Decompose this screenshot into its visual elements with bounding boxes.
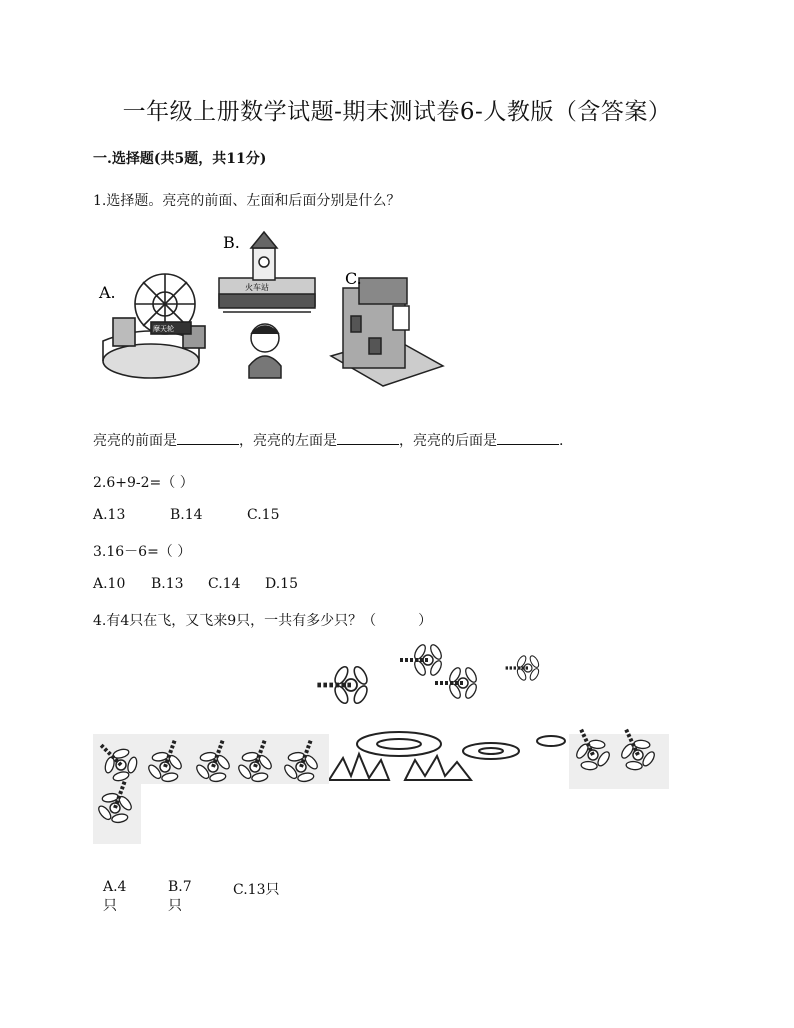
fill-part-front: 亮亮的前面是 [93,433,177,449]
option-c-label: C. [345,269,362,288]
water-ripples-icon [357,732,565,759]
answer-blank-back[interactable] [497,432,559,445]
q3-option-c[interactable]: C.14 [208,576,241,592]
station-sign-text: 火车站 [245,283,269,292]
question-4-illustration [93,640,669,845]
section-heading: 一.选择题(共5题，共11分) [93,151,267,167]
answer-blank-front[interactable] [177,432,239,445]
grass-icon [329,754,471,780]
q3-option-d[interactable]: D.15 [265,576,298,592]
q3-option-b[interactable]: B.13 [151,576,184,592]
question-2-text: 2.6+9-2=（ ） [93,475,194,491]
scene-illustration [93,226,447,398]
page-title: 一年级上册数学试题-期末测试卷6-人教版（含答案） [122,99,672,125]
option-a-label: A. [99,283,116,302]
q2-option-c[interactable]: C.15 [247,507,280,523]
wheel-sign-text: 摩天轮 [153,325,174,333]
question-3-text: 3.16－6=（ ） [93,544,192,560]
question-1-fill-line [93,430,563,450]
dragonfly-scene [93,640,669,845]
q4-option-c[interactable]: C.13只 [233,882,280,898]
q4-option-b[interactable]: B.7只 [168,879,192,914]
q4-option-a[interactable]: A.4只 [103,879,127,914]
flying-dragonflies-icon [315,643,540,705]
fill-part-back: ，亮亮的后面是 [399,433,497,449]
building-icon [331,278,443,386]
question-1-illustration [93,226,447,398]
answer-blank-left[interactable] [337,432,399,445]
q2-option-a[interactable]: A.13 [93,507,126,523]
fill-part-end: . [559,433,564,449]
q3-option-a[interactable]: A.10 [93,576,126,592]
option-b-label: B. [223,233,240,252]
fill-part-left: ，亮亮的左面是 [239,433,337,449]
question-4-text: 4.有4只在飞，又飞来9只，一共有多少只？（ ） [93,613,433,629]
question-1-text: 1.选择题。亮亮的前面、左面和后面分别是什么？ [93,193,401,209]
q2-option-b[interactable]: B.14 [170,507,203,523]
boy-icon [249,324,281,378]
